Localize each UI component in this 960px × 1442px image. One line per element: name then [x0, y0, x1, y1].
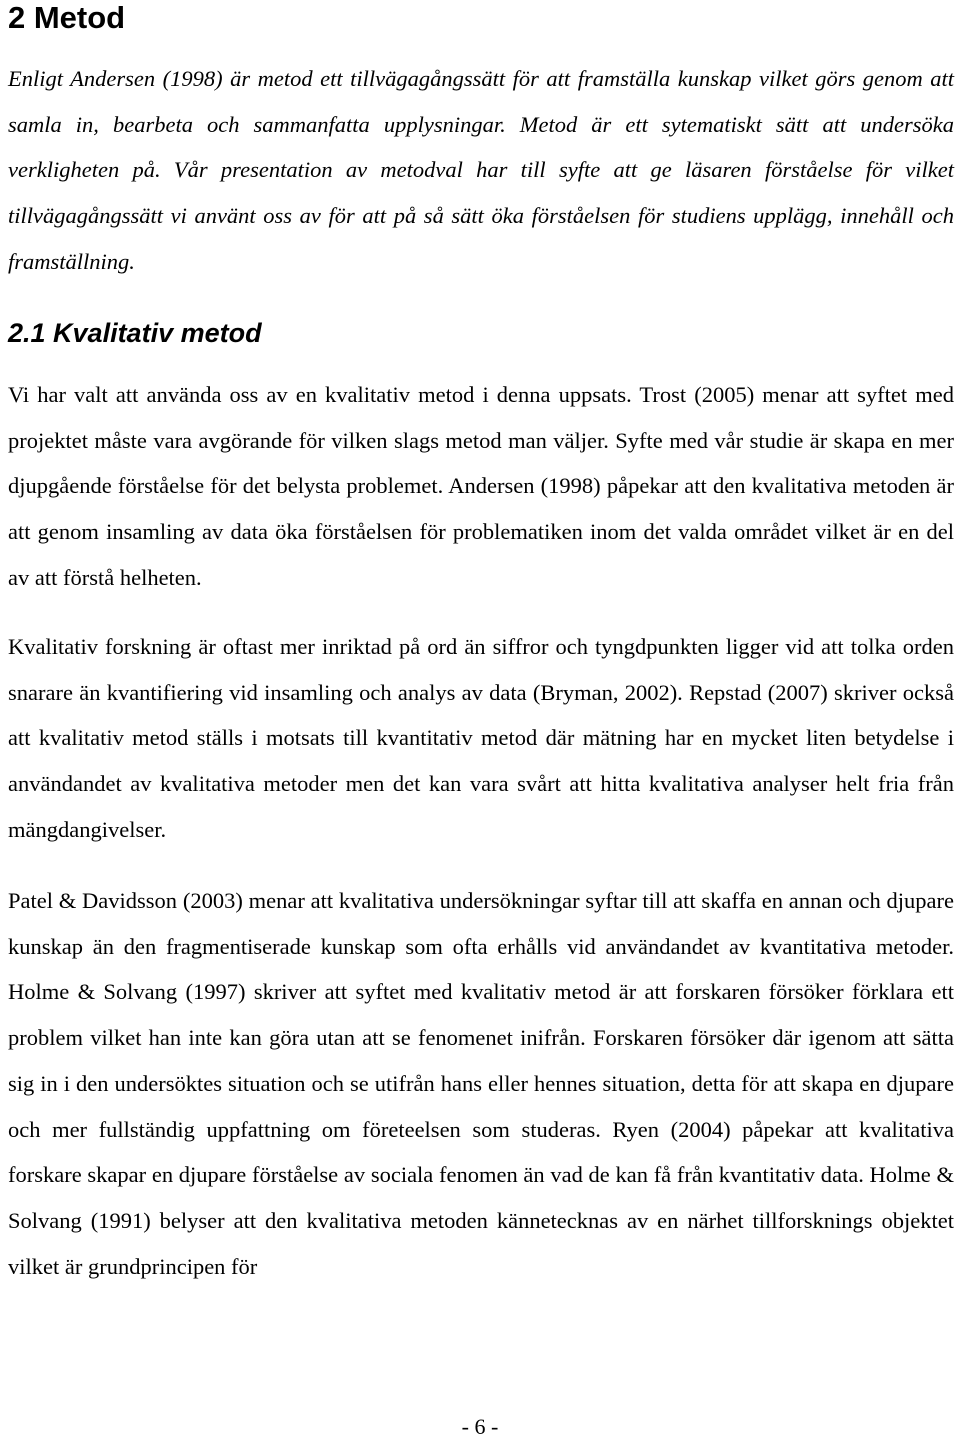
body-paragraph: Patel & Davidsson (2003) menar att kvalitativa undersökningar syftar till att skaffa en annan och djupare kunskap än den fragmentiserade kunskap som ofta erhålls vid användandet av kvantitativa metoder. Holme & Solvang (1997) skriver att syftet med kvalitativ metod är att forskaren försöker förklara ett problem vilket han inte kan göra utan att se fenomenet inifrån. Forskaren försöker där igenom att sätta sig in i den undersöktes situation och se utifrån hans eller hennes situation, detta för att skapa en djupare och mer fullständig uppfattning om företeelsen som studeras. Ryen (2004) påpekar att kvalitativa forskare skapar en djupare förståelse av sociala fenomen än vad de kan få från kvantitativ data. Holme & Solvang (1991) belyser att den kvalitativa metoden kännetecknas av en närhet tillforsknings objektet vilket är grundprincipen för: [8, 888, 954, 1279]
section-heading: 2.1 Kvalitativ metod: [8, 318, 262, 348]
page-title: 2 Metod: [8, 0, 126, 35]
body-paragraph: Kvalitativ forskning är oftast mer inriktad på ord än siffror och tyngdpunkten ligger vid att tolka orden snarare än kvantifiering vid insamling och analys av data (Bryman, 2002). Repstad (2007) skriver också att kvalitativ metod ställs i motsats till kvantitativ metod där mätning har en mycket liten betydelse i användandet av kvalitativa metoder men det kan vara svårt att hitta kvalitativa analyser helt fria från mängdangivelser.: [8, 634, 954, 842]
intro-paragraph: Enligt Andersen (1998) är metod ett tillvägagångssätt för att framställa kunskap vilket görs genom att samla in, bearbeta och sammanfatta upplysningar. Metod är ett sytematiskt sätt att undersöka verkligheten på. Vår presentation av metodval har till syfte att ge läsaren förståelse för vilket tillvägagångssätt vi använt oss av för att på så sätt öka förståelsen för studiens upplägg, innehåll och framställning.: [8, 66, 954, 274]
body-paragraph: Vi har valt att använda oss av en kvalitativ metod i denna uppsats. Trost (2005) menar att syftet med projektet måste vara avgörande för vilken slags metod man väljer. Syfte med vår studie är skapa en mer djupgående förståelse för det belysta problemet. Andersen (1998) påpekar att den kvalitativa metoden är att genom insamling av data öka förståelsen för problematiken inom det valda området vilket är en del av att förstå helheten.: [8, 382, 954, 590]
page-number: - 6 -: [461, 1414, 499, 1439]
